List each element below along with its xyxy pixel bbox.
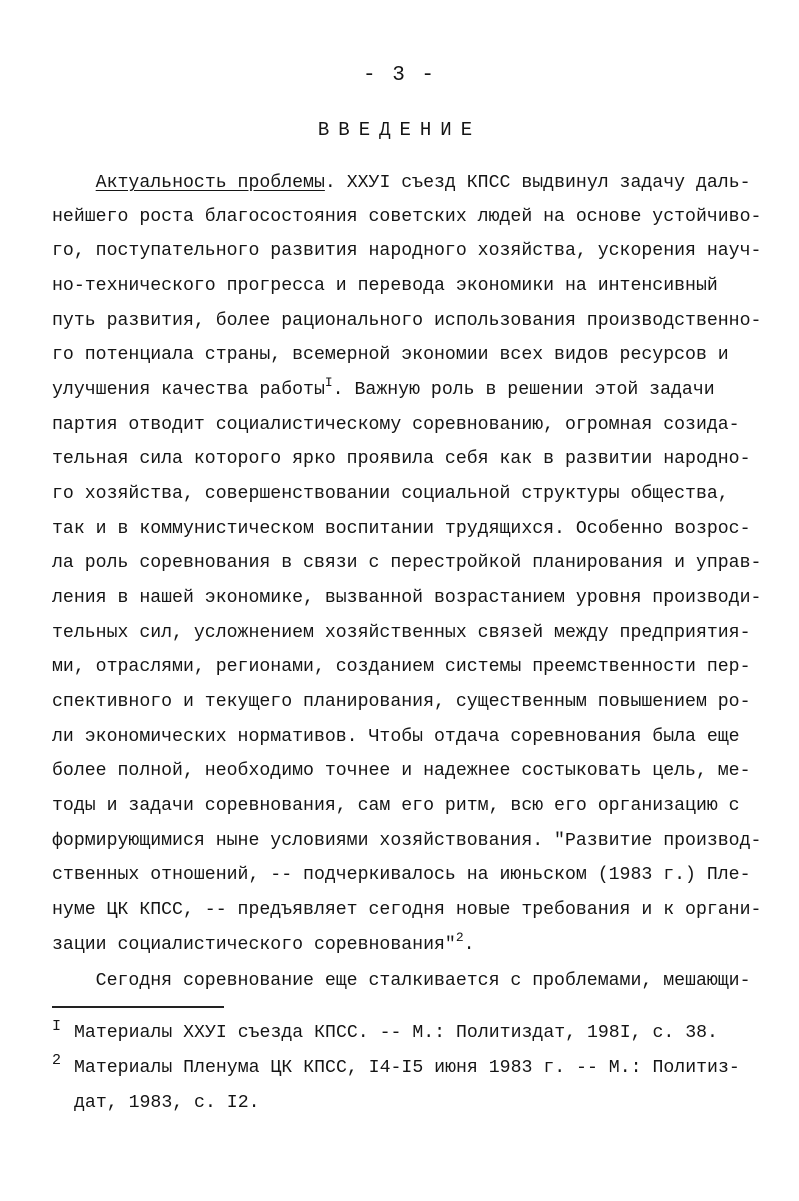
text-line: ми, отраслями, регионами, созданием системы преемственности пер-: [52, 657, 751, 677]
text-line: [52, 930, 475, 956]
text-line: [52, 172, 751, 194]
topic-label: Актуальность проблемы: [95, 173, 325, 193]
text-line: тельных сил, усложнением хозяйственных связей между предприятия-: [52, 623, 751, 643]
text-line: формирующимися ныне условиями хозяйствования. "Развитие производ-: [52, 831, 762, 851]
text-line: более полной, необходимо точнее и надежнее состыковать цель, ме-: [52, 761, 751, 781]
footnote-divider: [52, 1006, 224, 1008]
footnote-mark: 2: [52, 1052, 62, 1069]
text-line: путь развития, более рационального использования производственно-: [52, 311, 762, 331]
text-line: но-технического прогресса и перевода экономики на интенсивный: [52, 276, 718, 296]
text-fragment: . Важную роль в решении этой задачи: [332, 380, 715, 400]
footnote-mark: I: [52, 1018, 62, 1035]
text-line: ла роль соревнования в связи с перестройкой планирования и управ-: [52, 553, 762, 573]
footnote-text: дат, 1983, с. I2.: [74, 1093, 260, 1113]
text-line: партия отводит социалистическому соревнованию, огромная созида-: [52, 415, 740, 435]
page-number: - 3 -: [362, 64, 436, 87]
page-title: ВВЕДЕНИЕ: [317, 119, 482, 141]
text-line: ли экономических нормативов. Чтобы отдача соревнования была еще: [52, 727, 740, 747]
footnote-ref: 2: [455, 930, 464, 945]
text-line: так и в коммунистическом воспитании трудящихся. Особенно возрос-: [52, 519, 751, 539]
text-line: [52, 375, 715, 401]
text-fragment: зации социалистического соревнования": [52, 935, 456, 955]
text-line: го хозяйства, совершенствовании социальной структуры общества,: [52, 484, 729, 504]
text-fragment: .: [463, 935, 475, 955]
text-line: го, поступательного развития народного хозяйства, ускорения науч-: [52, 241, 762, 261]
text-line: нейшего роста благосостояния советских людей на основе устойчиво-: [52, 207, 762, 227]
text-line: спективного и текущего планирования, существенным повышением ро-: [52, 692, 751, 712]
footnote-ref: I: [324, 375, 333, 390]
text-line: тоды и задачи соревнования, сам его ритм, всю его организацию с: [52, 796, 740, 816]
text-fragment: улучшения качества работы: [52, 380, 325, 400]
text-line: тельная сила которого ярко проявила себя как в развитии народно-: [52, 449, 751, 469]
text-line: го потенциала страны, всемерной экономии всех видов ресурсов и: [52, 345, 729, 365]
text-line: ления в нашей экономике, вызванной возрастанием уровня производи-: [52, 588, 762, 608]
text-fragment: . XXУI съезд КПСС выдвинул задачу даль-: [324, 173, 751, 193]
text-line: ственных отношений, -- подчеркивалось на июньском (1983 г.) Пле-: [52, 865, 751, 885]
text-line: нуме ЦК КПСС, -- предъявляет сегодня новые требования и к органи-: [52, 900, 762, 920]
footnote-text: Материалы Пленума ЦК КПСС, I4-I5 июня 1983 г. -- М.: Политиз-: [74, 1058, 740, 1078]
footnote-text: Материалы XXУI съезда КПСС. -- М.: Политиздат, 198I, с. 38.: [74, 1023, 718, 1043]
text-line: Сегодня соревнование еще сталкивается с проблемами, мешающи-: [52, 971, 751, 991]
